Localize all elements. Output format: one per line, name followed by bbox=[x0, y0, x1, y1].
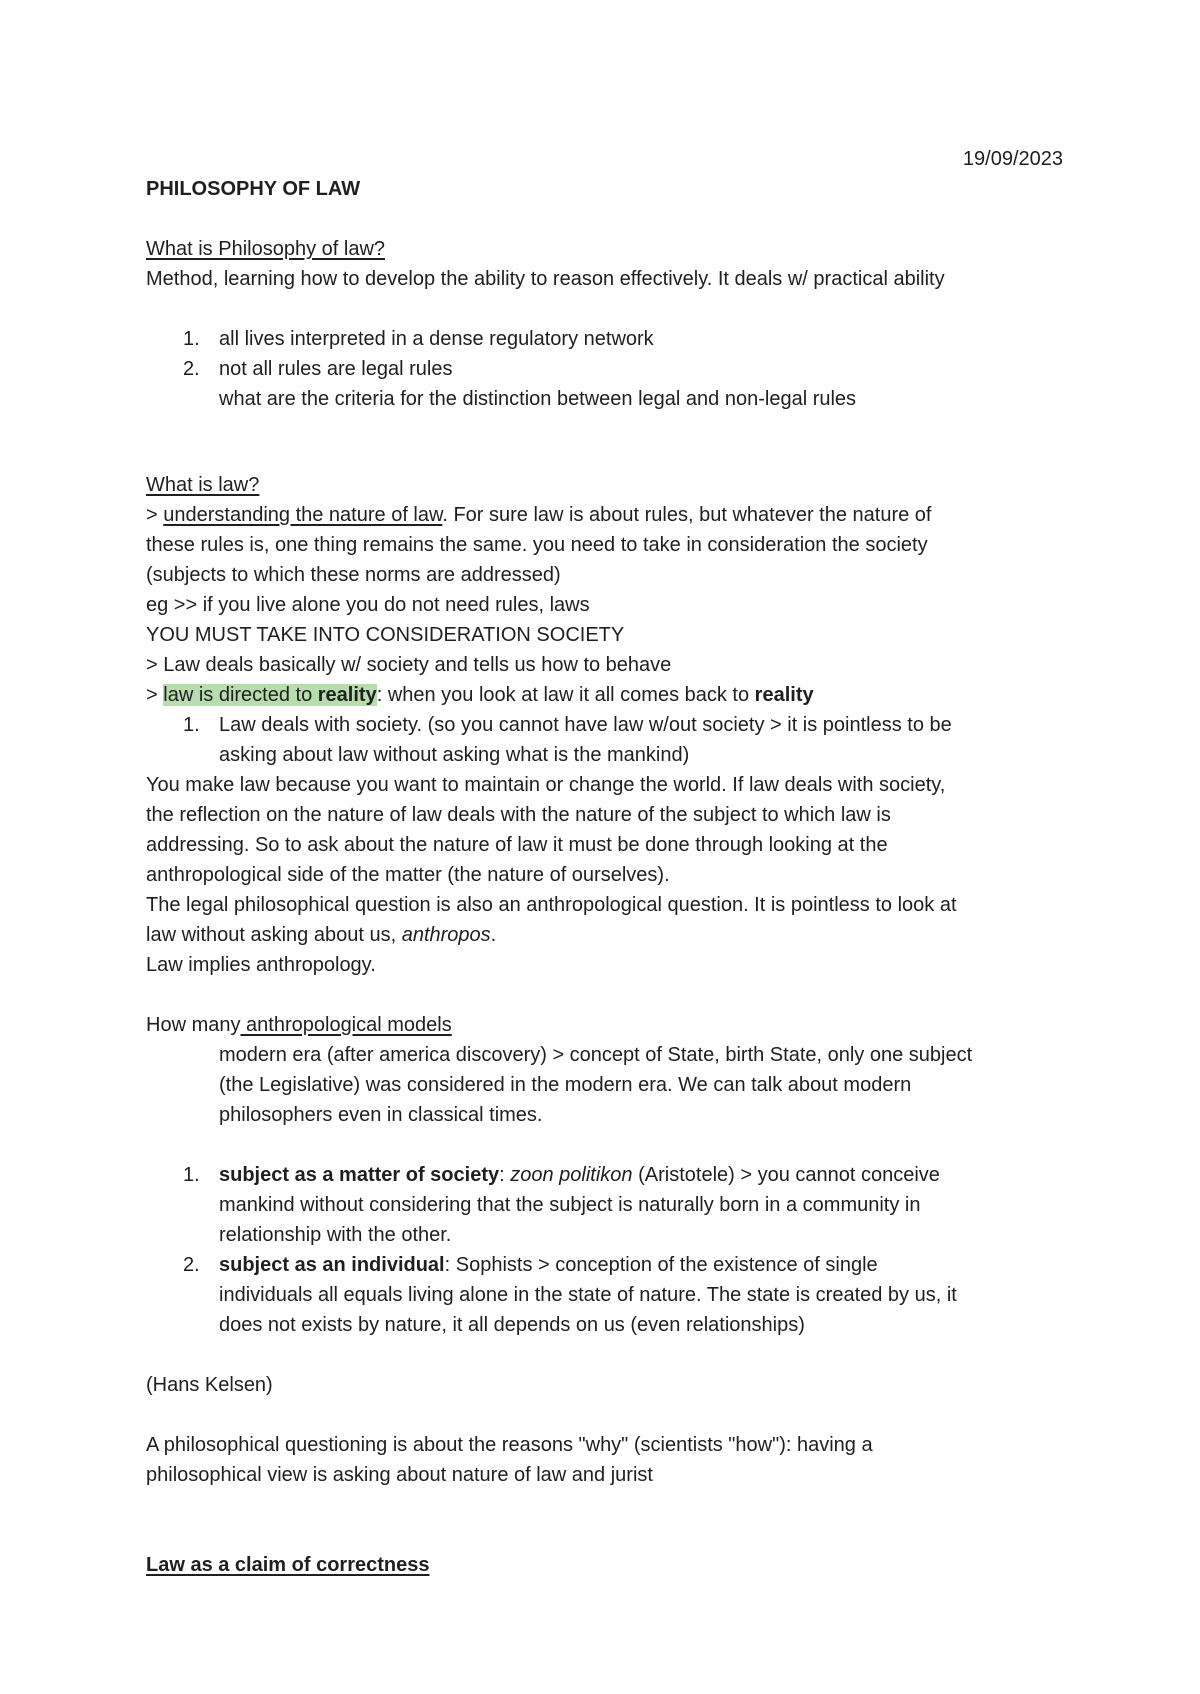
paragraph-line: philosophical view is asking about nature of law and jurist bbox=[146, 1464, 653, 1486]
paragraph-line bbox=[146, 500, 1076, 530]
list-item-text: not all rules are legal rules bbox=[219, 358, 453, 380]
paragraph-line: modern era (after america discovery) > concept of State, birth State, only one subject bbox=[219, 1044, 973, 1066]
paragraph-line: > Law deals basically w/ society and tells us how to behave bbox=[146, 654, 672, 676]
paragraph-method: Method, learning how to develop the ability to reason effectively. It deals w/ practical ability bbox=[146, 268, 945, 290]
text-run: How many bbox=[146, 1014, 241, 1036]
list-item bbox=[146, 1160, 1076, 1190]
list-number: 2. bbox=[183, 1254, 200, 1276]
paragraph-line: Law implies anthropology. bbox=[146, 954, 376, 976]
list-item bbox=[146, 710, 1076, 740]
list-item bbox=[146, 324, 1076, 354]
bold-phrase: subject as an individual bbox=[219, 1254, 445, 1276]
text-run: : Sophists > conception of the existence of single bbox=[444, 1254, 878, 1276]
text-run: . For sure law is about rules, but whatever the nature of bbox=[442, 504, 932, 526]
italic-phrase: zoon politikon bbox=[510, 1164, 633, 1186]
list-item-text: Law deals with society. (so you cannot have law w/out society > it is pointless to be bbox=[219, 714, 952, 736]
paragraph-line bbox=[146, 920, 1076, 950]
paragraph-line: anthropological side of the matter (the nature of ourselves). bbox=[146, 864, 670, 886]
list-number: 1. bbox=[183, 1164, 200, 1186]
paragraph-line: addressing. So to ask about the nature of law it must be done through looking at the bbox=[146, 834, 888, 856]
text-run: (Aristotele) > you cannot conceive bbox=[632, 1164, 940, 1186]
italic-word: anthropos bbox=[401, 924, 491, 946]
document-date: 19/09/2023 bbox=[962, 148, 1063, 170]
bold-phrase: subject as a matter of society bbox=[219, 1164, 500, 1186]
list-item-continuation: mankind without considering that the subject is naturally born in a community in bbox=[219, 1194, 921, 1216]
paragraph-line: (subjects to which these norms are addressed) bbox=[146, 564, 561, 586]
paragraph-line: philosophers even in classical times. bbox=[219, 1104, 543, 1126]
text-prefix: > bbox=[146, 504, 164, 526]
underlined-phrase: understanding the nature of law bbox=[163, 504, 443, 526]
paragraph-line: these rules is, one thing remains the same. you need to take in consideration the society bbox=[146, 534, 928, 556]
paragraph-line: (Hans Kelsen) bbox=[146, 1374, 273, 1396]
text-run: law without asking about us, bbox=[146, 924, 402, 946]
text-prefix: > bbox=[146, 684, 164, 706]
list-number: 1. bbox=[183, 714, 200, 736]
section-heading-anthropological-models bbox=[146, 1010, 1076, 1040]
paragraph-line: You make law because you want to maintain or change the world. If law deals with society, bbox=[146, 774, 946, 796]
list-item-continuation: asking about law without asking what is the mankind) bbox=[219, 744, 690, 766]
paragraph-line: A philosophical questioning is about the reasons "why" (scientists "how"): having a bbox=[146, 1434, 873, 1456]
text-run: : when you look at law it all comes back to bbox=[376, 684, 755, 706]
paragraph-line bbox=[146, 680, 1076, 710]
highlighted-phrase bbox=[163, 684, 376, 706]
paragraph-line: YOU MUST TAKE INTO CONSIDERATION SOCIETY bbox=[146, 624, 625, 646]
list-item-continuation: individuals all equals living alone in the state of nature. The state is created by us, it bbox=[219, 1284, 957, 1306]
section-heading-what-is-law: What is law? bbox=[146, 474, 260, 496]
list-item bbox=[146, 1250, 1076, 1280]
document-title: PHILOSOPHY OF LAW bbox=[146, 178, 361, 200]
list-item-continuation: relationship with the other. bbox=[219, 1224, 452, 1246]
list-number: 1. bbox=[183, 328, 200, 350]
list-number: 2. bbox=[183, 358, 200, 380]
section-heading-claim-of-correctness: Law as a claim of correctness bbox=[146, 1554, 430, 1576]
text-run: . bbox=[490, 924, 497, 946]
list-item-continuation: does not exists by nature, it all depends on us (even relationships) bbox=[219, 1314, 805, 1336]
paragraph-line: eg >> if you live alone you do not need rules, laws bbox=[146, 594, 590, 616]
list-item-continuation: what are the criteria for the distinction between legal and non-legal rules bbox=[219, 388, 857, 410]
paragraph-line: the reflection on the nature of law deals with the nature of the subject to which law is bbox=[146, 804, 891, 826]
paragraph-line: (the Legislative) was considered in the modern era. We can talk about modern bbox=[219, 1074, 912, 1096]
list-item bbox=[146, 354, 1076, 384]
text-run: : bbox=[499, 1164, 511, 1186]
bold-word: reality bbox=[317, 684, 377, 706]
underlined-phrase: anthropological models bbox=[240, 1014, 452, 1036]
paragraph-line: The legal philosophical question is also an anthropological question. It is pointless to look at bbox=[146, 894, 957, 916]
text-run: law is directed to bbox=[163, 684, 318, 706]
bold-word: reality bbox=[754, 684, 814, 706]
section-heading-philosophy-of-law: What is Philosophy of law? bbox=[146, 238, 386, 260]
document-body bbox=[146, 174, 1076, 1580]
list-item-text: all lives interpreted in a dense regulatory network bbox=[219, 328, 654, 350]
